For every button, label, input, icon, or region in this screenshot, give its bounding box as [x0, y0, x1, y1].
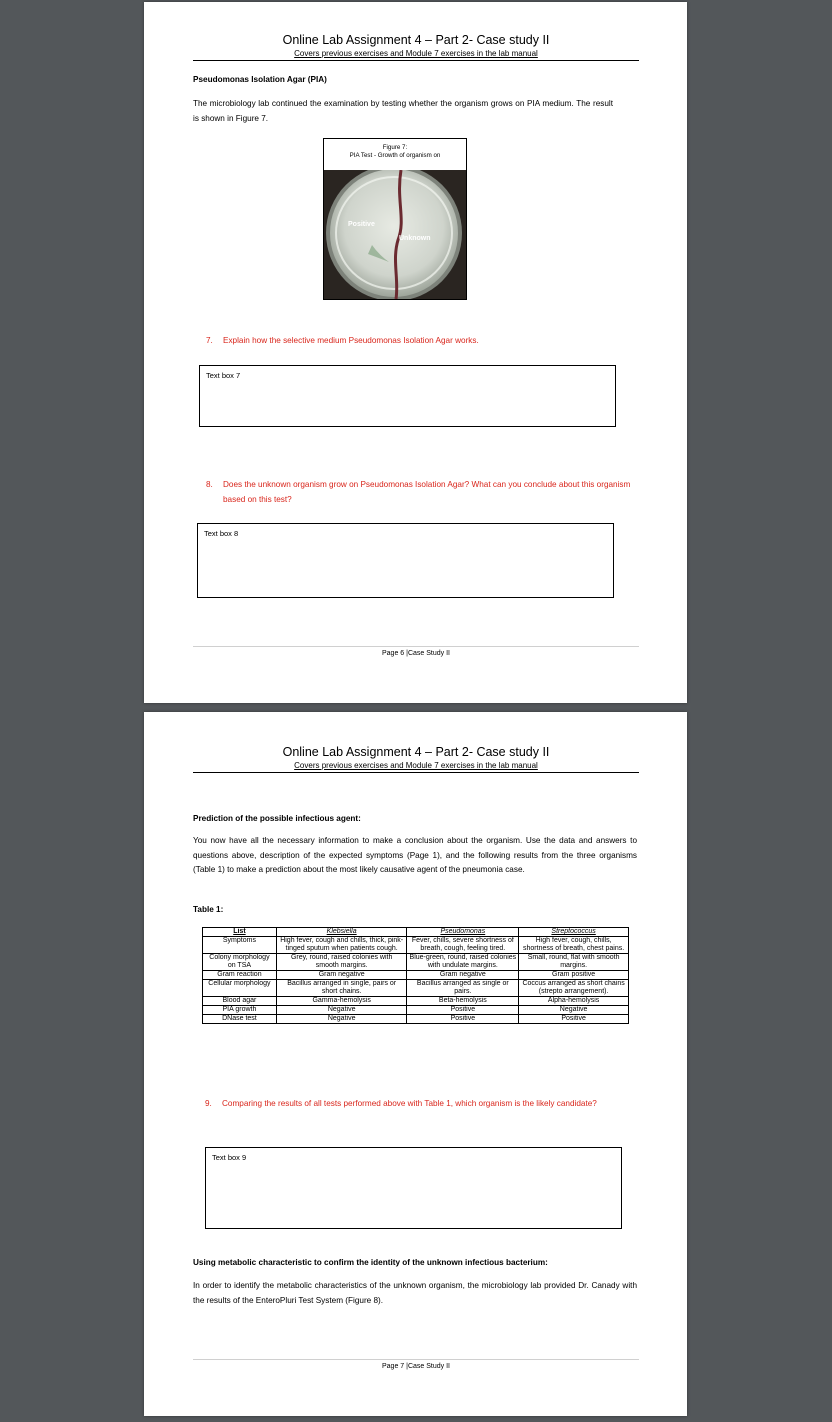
table-cell: Beta-hemolysis: [407, 997, 519, 1006]
page-header: [193, 744, 639, 773]
table-label: Table 1:: [193, 905, 224, 914]
table-cell: PIA growth: [203, 1006, 277, 1015]
text-box-label: Text box 7: [206, 371, 241, 380]
table-cell: High fever, cough, chills, shortness of breath, chest pains.: [519, 937, 629, 954]
table-cell: DNase test: [203, 1015, 277, 1024]
petri-dish-image: [324, 170, 466, 299]
table-cell: Small, round, flat with smooth margins.: [519, 954, 629, 971]
petri-dish-photo: [324, 170, 466, 299]
table-row: [203, 997, 629, 1006]
table-header-row: [203, 928, 629, 937]
table-cell: Alpha-hemolysis: [519, 997, 629, 1006]
table-cell: Fever, chills, severe shortness of breath, cough, feeling tired.: [407, 937, 519, 954]
page-footer: Page 7 |Case Study II: [193, 1359, 639, 1370]
text-box-7[interactable]: [199, 365, 616, 427]
table-header-cell: Streptococcus: [519, 928, 629, 937]
table-cell: Gram negative: [276, 971, 407, 980]
table-cell: Positive: [407, 1006, 519, 1015]
figure-caption-number: Figure 7:: [382, 144, 408, 151]
question-number: 8.: [206, 480, 213, 489]
figure-caption-text: PIA Test - Growth of organism on: [349, 152, 441, 159]
table-cell: Bacillus arranged as single or pairs.: [407, 980, 519, 997]
organism-comparison-table: [202, 927, 629, 1024]
section-heading-metabolic: Using metabolic characteristic to confirm the identity of the unknown infectious bacterium:: [193, 1258, 548, 1267]
table-cell: Positive: [407, 1015, 519, 1024]
question-7: [206, 334, 636, 349]
question-9: [205, 1097, 635, 1112]
section-heading: Pseudomonas Isolation Agar (PIA): [193, 75, 327, 84]
table-row: [203, 1015, 629, 1024]
text-box-8[interactable]: [197, 523, 614, 598]
table-cell: Colony morphology on TSA: [203, 954, 277, 971]
table-cell: Symptoms: [203, 937, 277, 954]
page-header: [193, 32, 639, 61]
intro-paragraph: You now have all the necessary information to make a conclusion about the organism. Use the data and answers to questions above, description of the expected symptoms (Page 1), and the following results from the three organisms (Table 1) to make a prediction about the most likely causative agent of the pneumonia case.: [193, 836, 637, 874]
table-cell: Gram negative: [407, 971, 519, 980]
question-text: Does the unknown organism grow on Pseudomonas Isolation Agar? What can you conclude about this organism based on this test?: [223, 480, 631, 504]
table-cell: Positive: [519, 1015, 629, 1024]
table-row: [203, 954, 629, 971]
table-header-cell: Klebsiella: [276, 928, 407, 937]
header-title: Online Lab Assignment 4 – Part 2- Case study II: [282, 33, 550, 47]
table-row: [203, 971, 629, 980]
label-unknown: Unknown: [399, 235, 431, 242]
table-cell: Bacillus arranged in single, pairs or short chains.: [276, 980, 407, 997]
table-cell: Coccus arranged as short chains (strepto arrangement).: [519, 980, 629, 997]
question-8: [206, 478, 636, 507]
question-number: 7.: [206, 336, 213, 345]
table-row: [203, 1006, 629, 1015]
table-cell: Cellular morphology: [203, 980, 277, 997]
question-text: Comparing the results of all tests performed above with Table 1, which organism is the likely candidate?: [222, 1099, 597, 1108]
header-title: Online Lab Assignment 4 – Part 2- Case study II: [282, 745, 550, 759]
table-cell: Gamma-hemolysis: [276, 997, 407, 1006]
document-page-6: [144, 2, 687, 703]
table-cell: Grey, round, raised colonies with smooth margins.: [276, 954, 407, 971]
table-cell: Negative: [519, 1006, 629, 1015]
table-header-cell: Pseudomonas: [407, 928, 519, 937]
table-cell: Blue-green, round, raised colonies with undulate margins.: [407, 954, 519, 971]
label-positive: Positive: [348, 221, 375, 228]
document-page-7: [144, 712, 687, 1416]
text-box-label: Text box 9: [212, 1153, 247, 1162]
text-box-label: Text box 8: [204, 529, 239, 538]
table-row: [203, 937, 629, 954]
question-text: Explain how the selective medium Pseudomonas Isolation Agar works.: [223, 336, 479, 345]
table-row: [203, 980, 629, 997]
table-cell: Gram positive: [519, 971, 629, 980]
header-subtitle: Covers previous exercises and Module 7 exercises in the lab manual: [294, 49, 538, 58]
section-heading: Prediction of the possible infectious agent:: [193, 814, 361, 823]
page-footer: Page 6 |Case Study II: [193, 646, 639, 657]
header-subtitle: Covers previous exercises and Module 7 exercises in the lab manual: [294, 761, 538, 770]
table-cell: Gram reaction: [203, 971, 277, 980]
table-header-cell: List: [203, 928, 277, 937]
intro-paragraph: The microbiology lab continued the examination by testing whether the organism grows on PIA medium. The result is shown in Figure 7.: [193, 99, 613, 123]
figure-7: [323, 138, 467, 300]
metabolic-paragraph: In order to identify the metabolic characteristics of the unknown organism, the microbiology lab provided Dr. Canady with the results of the EnteroPluri Test System (Figure 8).: [193, 1281, 637, 1305]
table-cell: Negative: [276, 1015, 407, 1024]
text-box-9[interactable]: [205, 1147, 622, 1229]
question-number: 9.: [205, 1099, 212, 1108]
table-cell: Negative: [276, 1006, 407, 1015]
table-cell: Blood agar: [203, 997, 277, 1006]
table-cell: High fever, cough and chills, thick, pink-tinged sputum when patients cough.: [276, 937, 407, 954]
